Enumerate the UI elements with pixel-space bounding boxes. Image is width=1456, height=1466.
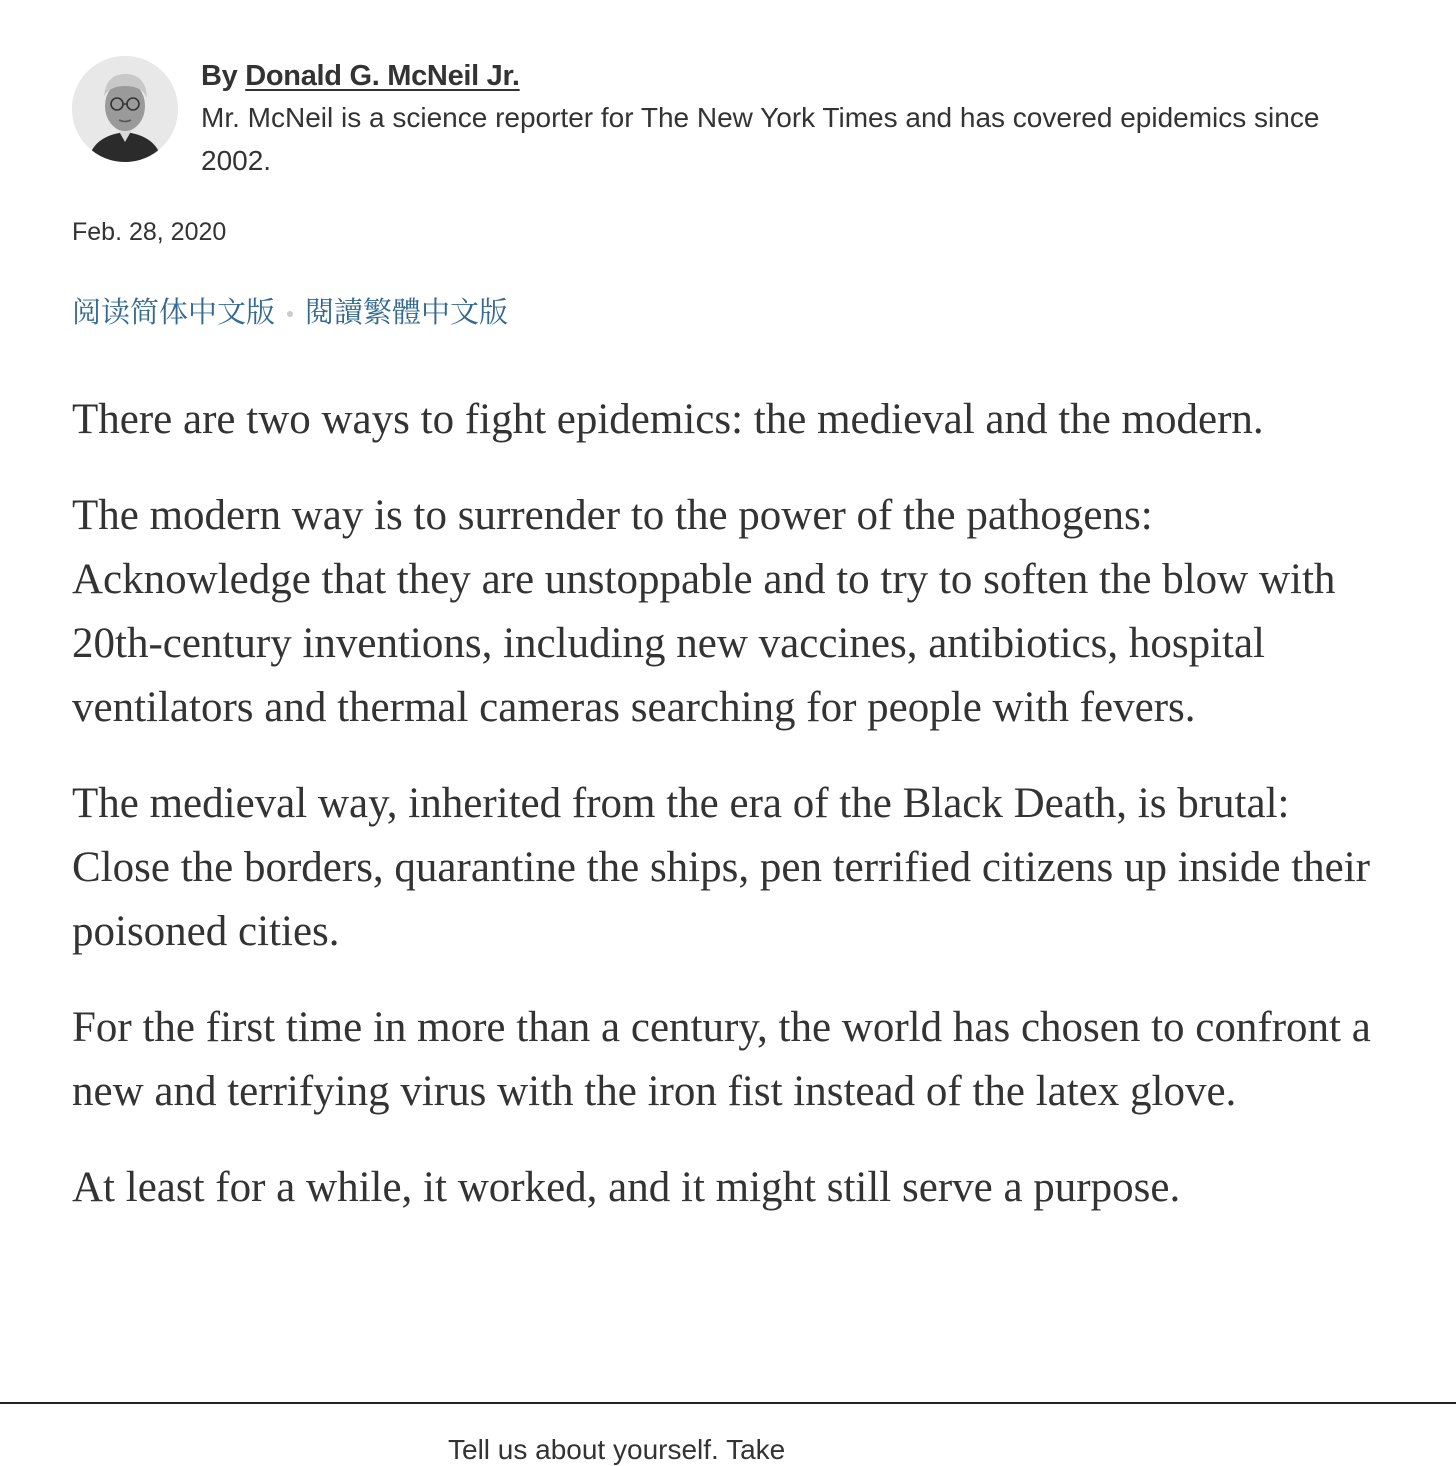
publish-date: Feb. 28, 2020 [72,218,227,246]
by-prefix: By [201,60,238,92]
article-paragraph: At least for a while, it worked, and it might still serve a purpose. [72,1164,1181,1211]
byline [201,56,1381,182]
survey-banner-text[interactable]: Tell us about yourself. Take [448,1434,786,1465]
article-paragraph: There are two ways to fight epidemics: the medieval and the modern. [72,396,1264,443]
simplified-chinese-link[interactable]: 阅读简体中文版 [72,295,276,329]
traditional-chinese-link[interactable]: 閱讀繁體中文版 [305,295,509,329]
article-paragraph: The medieval way, inherited from the era of the Black Death, is brutal: Close the borders, quarantine the ships, pen terrified citizens up inside their poisoned cities. [72,780,1370,955]
article-body [72,388,1372,1252]
author-name-link[interactable]: Donald G. McNeil Jr. [245,60,520,92]
author-bio: Mr. McNeil is a science reporter for The New York Times and has covered epidemics since 2002. [201,102,1320,176]
separator-dot [287,311,293,317]
article-paragraph: The modern way is to surrender to the power of the pathogens: Acknowledge that they are unstoppable and to try to soften the blow with 20th-century inventions, including new vaccines, antibiotics, hospital ventilators and thermal cameras searching for people with fevers. [72,492,1336,731]
article-paragraph: For the first time in more than a century, the world has chosen to confront a new and terrifying virus with the iron fist instead of the latex glove. [72,1004,1371,1115]
author-line [201,56,1381,96]
translation-links [72,290,508,334]
author-avatar [72,56,178,162]
